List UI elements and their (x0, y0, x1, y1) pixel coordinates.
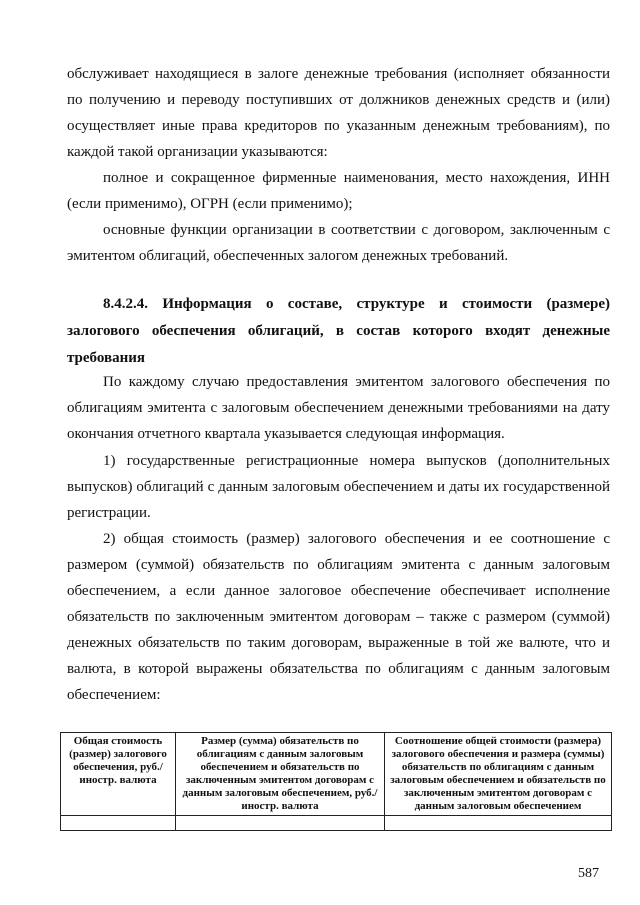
collateral-table (60, 732, 612, 831)
paragraph-item-1: 1) государственные регистрационные номера выпусков (дополнительных выпусков) облигаций с данным залоговым обеспечением и даты их государственной регистрации. (67, 453, 610, 521)
paragraph-main-functions: основные функции организации в соответствии с договором, заключенным с эмитентом облигаций, обеспеченных залогом денежных требований. (67, 222, 610, 264)
paragraph-names-location: полное и сокращенное фирменные наименования, место нахождения, ИНН (если применимо), ОГРН (если применимо); (67, 170, 610, 212)
table-header-obligations-amount: Размер (сумма) обязательств по облигациям с данным залоговым обеспечением и обязательств по заключенным эмитентом договорам с данным залоговым обеспечением, руб./иностр. валюта (176, 733, 385, 816)
paragraph-servicer-description: обслуживает находящиеся в залоге денежные требования (исполняет обязанности по получению и переводу поступивших от должников денежных средств и (или) осуществляет иные права кредиторов по указанным денежным требованиям), по каждой такой организации указываются: (67, 66, 610, 160)
paragraph-item-2: 2) общая стоимость (размер) залогового обеспечения и ее соотношение с размером (суммой) обязательств по облигациям эмитента с данным залоговым обеспечением, а если данное залоговое обеспечение обеспечивает исполнение обязательств по заключенным эмитентом договорам – также с размером (суммой) денежных обязательств по таким договорам, выраженные в той же валюте, что и валюта, в которой выражены обязательства по облигациям с данным залоговым обеспечением: (67, 531, 610, 703)
table-header-row (61, 733, 612, 816)
table-header-ratio: Соотношение общей стоимости (размера) залогового обеспечения и размера (суммы) обязательств по облигациям с данным залоговым обеспечением и обязательств по заключенным эмитентом договорам с данным залоговым обеспечением (385, 733, 612, 816)
page-number: 587 (578, 866, 599, 881)
section-heading-8-4-2-4: 8.4.2.4. Информация о составе, структуре и стоимости (размере) залогового обеспечения облигаций, в состав которого входят денежные требования (67, 296, 610, 366)
table-header-total-value: Общая стоимость (размер) залогового обеспечения, руб./иностр. валюта (61, 733, 176, 816)
table-cell (176, 816, 385, 831)
table-cell (61, 816, 176, 831)
table-row (61, 816, 612, 831)
paragraph-collateral-intro: По каждому случаю предоставления эмитентом залогового обеспечения по облигациям эмитента с залоговым обеспечением денежными требованиями на дату окончания отчетного квартала указывается следующая информация. (67, 374, 610, 442)
table-cell (385, 816, 612, 831)
